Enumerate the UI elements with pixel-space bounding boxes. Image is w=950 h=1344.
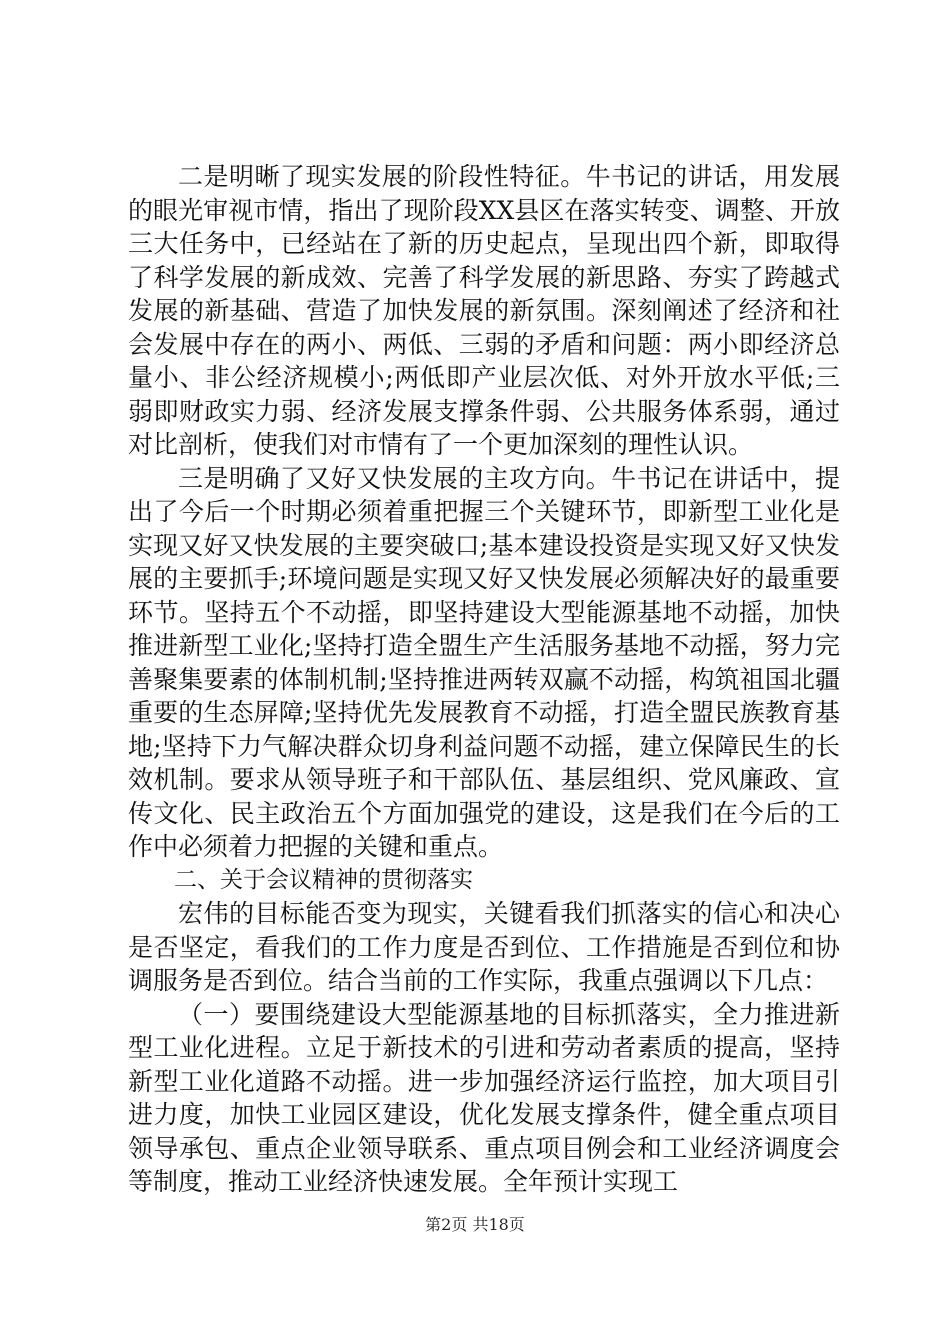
paragraph-stage-characteristics: 二是明晰了现实发展的阶段性特征。牛书记的讲话，用发展的眼光审视市情，指出了现阶段XX县区在落实转变、调整、开放三大任务中，已经站在了新的历史起点，呈现出四个新，即取得了科学发展的新成效、完善了科学发展的新思路、夯实了跨越式发展的新基础、营造了加快发展的新氛围。深刻阐述了经济和社会发展中存在的两小、两低、三弱的矛盾和问题：两小即经济总量小、非公经济规模小;两低即产业层次低、对外开放水平低;三弱即财政实力弱、经济发展支撑条件弱、公共服务体系弱，通过对比剖析，使我们对市情有了一个更加深刻的理性认识。 [128, 162, 840, 459]
paragraph-implementation-intro: 宏伟的目标能否变为现实，关键看我们抓落实的信心和决心是否坚定，看我们的工作力度是否到位、工作措施是否到位和协调服务是否到位。结合当前的工作实际，我重点强调以下几点： [128, 899, 840, 995]
page-number-footer: 第2页 共18页 [425, 1215, 525, 1234]
paragraph-industrialization: （一）要围绕建设大型能源基地的目标抓落实，全力推进新型工业化进程。立足于新技术的引进和劳动者素质的提高，坚持新型工业化道路不动摇。进一步加强经济运行监控，加大项目引进力度，加快工业园区建设，优化发展支撑条件，健全重点项目领导承包、重点企业领导联系、重点项目例会和工业经济调度会等制度，推动工业经济快速发展。全年预计实现工 [128, 999, 840, 1196]
paragraph-development-direction: 三是明确了又好又快发展的主攻方向。牛书记在讲话中，提出了今后一个时期必须着重把握三个关键环节，即新型工业化是实现又好又快发展的主要突破口;基本建设投资是实现又好又快发展的主要抓手;环境问题是实现又好又快发展必须解决好的最重要环节。坚持五个不动摇，即坚持建设大型能源基地不动摇，加快推进新型工业化;坚持打造全盟生产生活服务基地不动摇，努力完善聚集要素的体制机制;坚持推进两转双赢不动摇，构筑祖国北疆重要的生态屏障;坚持优先发展教育不动摇，打造全盟民族教育基地;坚持下力气解决群众切身利益问题不动摇，建立保障民生的长效机制。要求从领导班子和干部队伍、基层组织、党风廉政、宣传文化、民主政治五个方面加强党的建设，这是我们在今后的工作中必须着力把握的关键和重点。 [128, 463, 840, 861]
section-heading: 二、关于会议精神的贯彻落实 [174, 866, 473, 893]
document-body [128, 160, 840, 1199]
